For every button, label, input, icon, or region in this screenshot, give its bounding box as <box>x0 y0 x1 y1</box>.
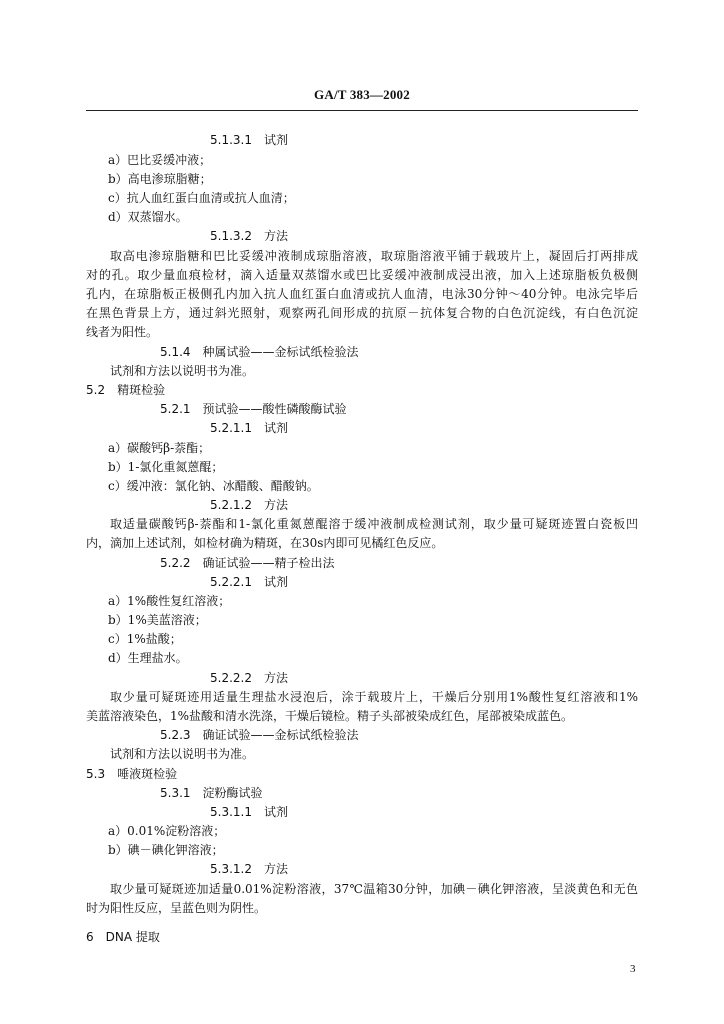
list-item: b）1%美蓝溶液； <box>108 613 207 627</box>
list-item: b）1-氯化重氮蒽醌； <box>108 460 224 474</box>
list-item: a）碳酸钙β-萘酯； <box>108 441 211 455</box>
paragraph-line: 时为阳性反应，呈蓝色则为阴性。 <box>86 901 267 915</box>
paragraph-line: 对的孔。取少量血痕检材，滴入适量双蒸馏水或巴比妥缓冲液制成浸出液，加入上述琼脂板负极侧 <box>86 268 638 282</box>
list-item: a）1%酸性复红溶液； <box>108 594 231 608</box>
section-heading-5-2-1-1: 5.2.1.1 试剂 <box>210 421 288 435</box>
section-heading-5-2-2-1: 5.2.2.1 试剂 <box>210 575 288 589</box>
paragraph-line: 取少量可疑斑迹加适量0.01%淀粉溶液，37℃温箱30分钟，加碘－碘化钾溶液，呈淡黄色和无色 <box>110 882 638 896</box>
section-heading-5-1-3-1: 5.1.3.1 试剂 <box>210 133 288 147</box>
section-heading-5-2-1: 5.2.1 预试验——酸性磷酸酶试验 <box>160 402 347 416</box>
list-item: c）抗人血红蛋白血清或抗人血清； <box>108 191 295 205</box>
section-heading-6: 6 DNA 提取 <box>86 930 160 944</box>
list-item: d）双蒸馏水。 <box>108 210 188 224</box>
list-item: c）1%盐酸； <box>108 632 182 646</box>
paragraph-line: 内，滴加上述试剂，如检材确为精斑，在30s内即可见橘红色反应。 <box>86 536 444 550</box>
section-heading-5-1-4: 5.1.4 种属试验——金标试纸检验法 <box>160 345 359 359</box>
list-item: b）高电渗琼脂糖； <box>108 172 212 186</box>
section-heading-5-2: 5.2 精斑检验 <box>86 383 166 397</box>
list-item: c）缓冲液：氯化钠、冰醋酸、醋酸钠。 <box>108 479 319 493</box>
list-item: a）0.01%淀粉溶液； <box>108 824 226 838</box>
section-heading-5-2-1-2: 5.2.1.2 方法 <box>210 498 288 512</box>
section-heading-5-1-3-2: 5.1.3.2 方法 <box>210 229 288 243</box>
section-heading-5-3-1: 5.3.1 淀粉酶试验 <box>160 786 263 800</box>
section-heading-5-2-3: 5.2.3 确证试验——金标试纸检验法 <box>160 728 359 742</box>
paragraph-line: 美蓝溶液染色，1%盐酸和清水洗涤，干燥后镜检。精子头部被染成红色，尾部被染成蓝色。 <box>86 709 574 723</box>
standard-number-header: GA/T 383—2002 <box>314 87 410 102</box>
section-heading-5-3-1-1: 5.3.1.1 试剂 <box>210 805 288 819</box>
paragraph-line: 试剂和方法以说明书为准。 <box>110 747 255 761</box>
paragraph-line: 取少量可疑斑迹用适量生理盐水浸泡后，涂于载玻片上，干燥后分别用1%酸性复红溶液和1% <box>110 690 638 704</box>
page-number: 3 <box>630 963 636 975</box>
section-heading-5-2-2-2: 5.2.2.2 方法 <box>210 671 288 685</box>
paragraph-line: 在黑色背景上方，通过斜光照射，观察两孔间形成的抗原－抗体复合物的白色沉淀线，有白色沉淀 <box>86 306 638 320</box>
list-item: d）生理盐水。 <box>108 651 188 665</box>
list-item: b）碘－碘化钾溶液； <box>108 843 224 857</box>
list-item: a）巴比妥缓冲液； <box>108 153 212 167</box>
header-rule <box>86 110 638 111</box>
section-heading-5-3-1-2: 5.3.1.2 方法 <box>210 862 288 876</box>
section-heading-5-3: 5.3 唾液斑检验 <box>86 767 178 781</box>
paragraph-line: 取适量碳酸钙β-萘酯和1-氯化重氮蒽醌溶于缓冲液制成检测试剂，取少量可疑斑迹置白瓷板凹 <box>110 517 638 531</box>
section-heading-5-2-2: 5.2.2 确证试验——精子检出法 <box>160 556 335 570</box>
paragraph-line: 孔内，在琼脂板正极侧孔内加入抗人血红蛋白血清或抗人血清，电泳30分钟～40分钟。电泳完毕后 <box>86 287 638 301</box>
paragraph-line: 线者为阳性。 <box>86 325 159 339</box>
paragraph-line: 试剂和方法以说明书为准。 <box>110 364 255 378</box>
paragraph-line: 取高电渗琼脂糖和巴比妥缓冲液制成琼脂溶液，取琼脂溶液平铺于载玻片上，凝固后打两排成 <box>110 249 638 263</box>
